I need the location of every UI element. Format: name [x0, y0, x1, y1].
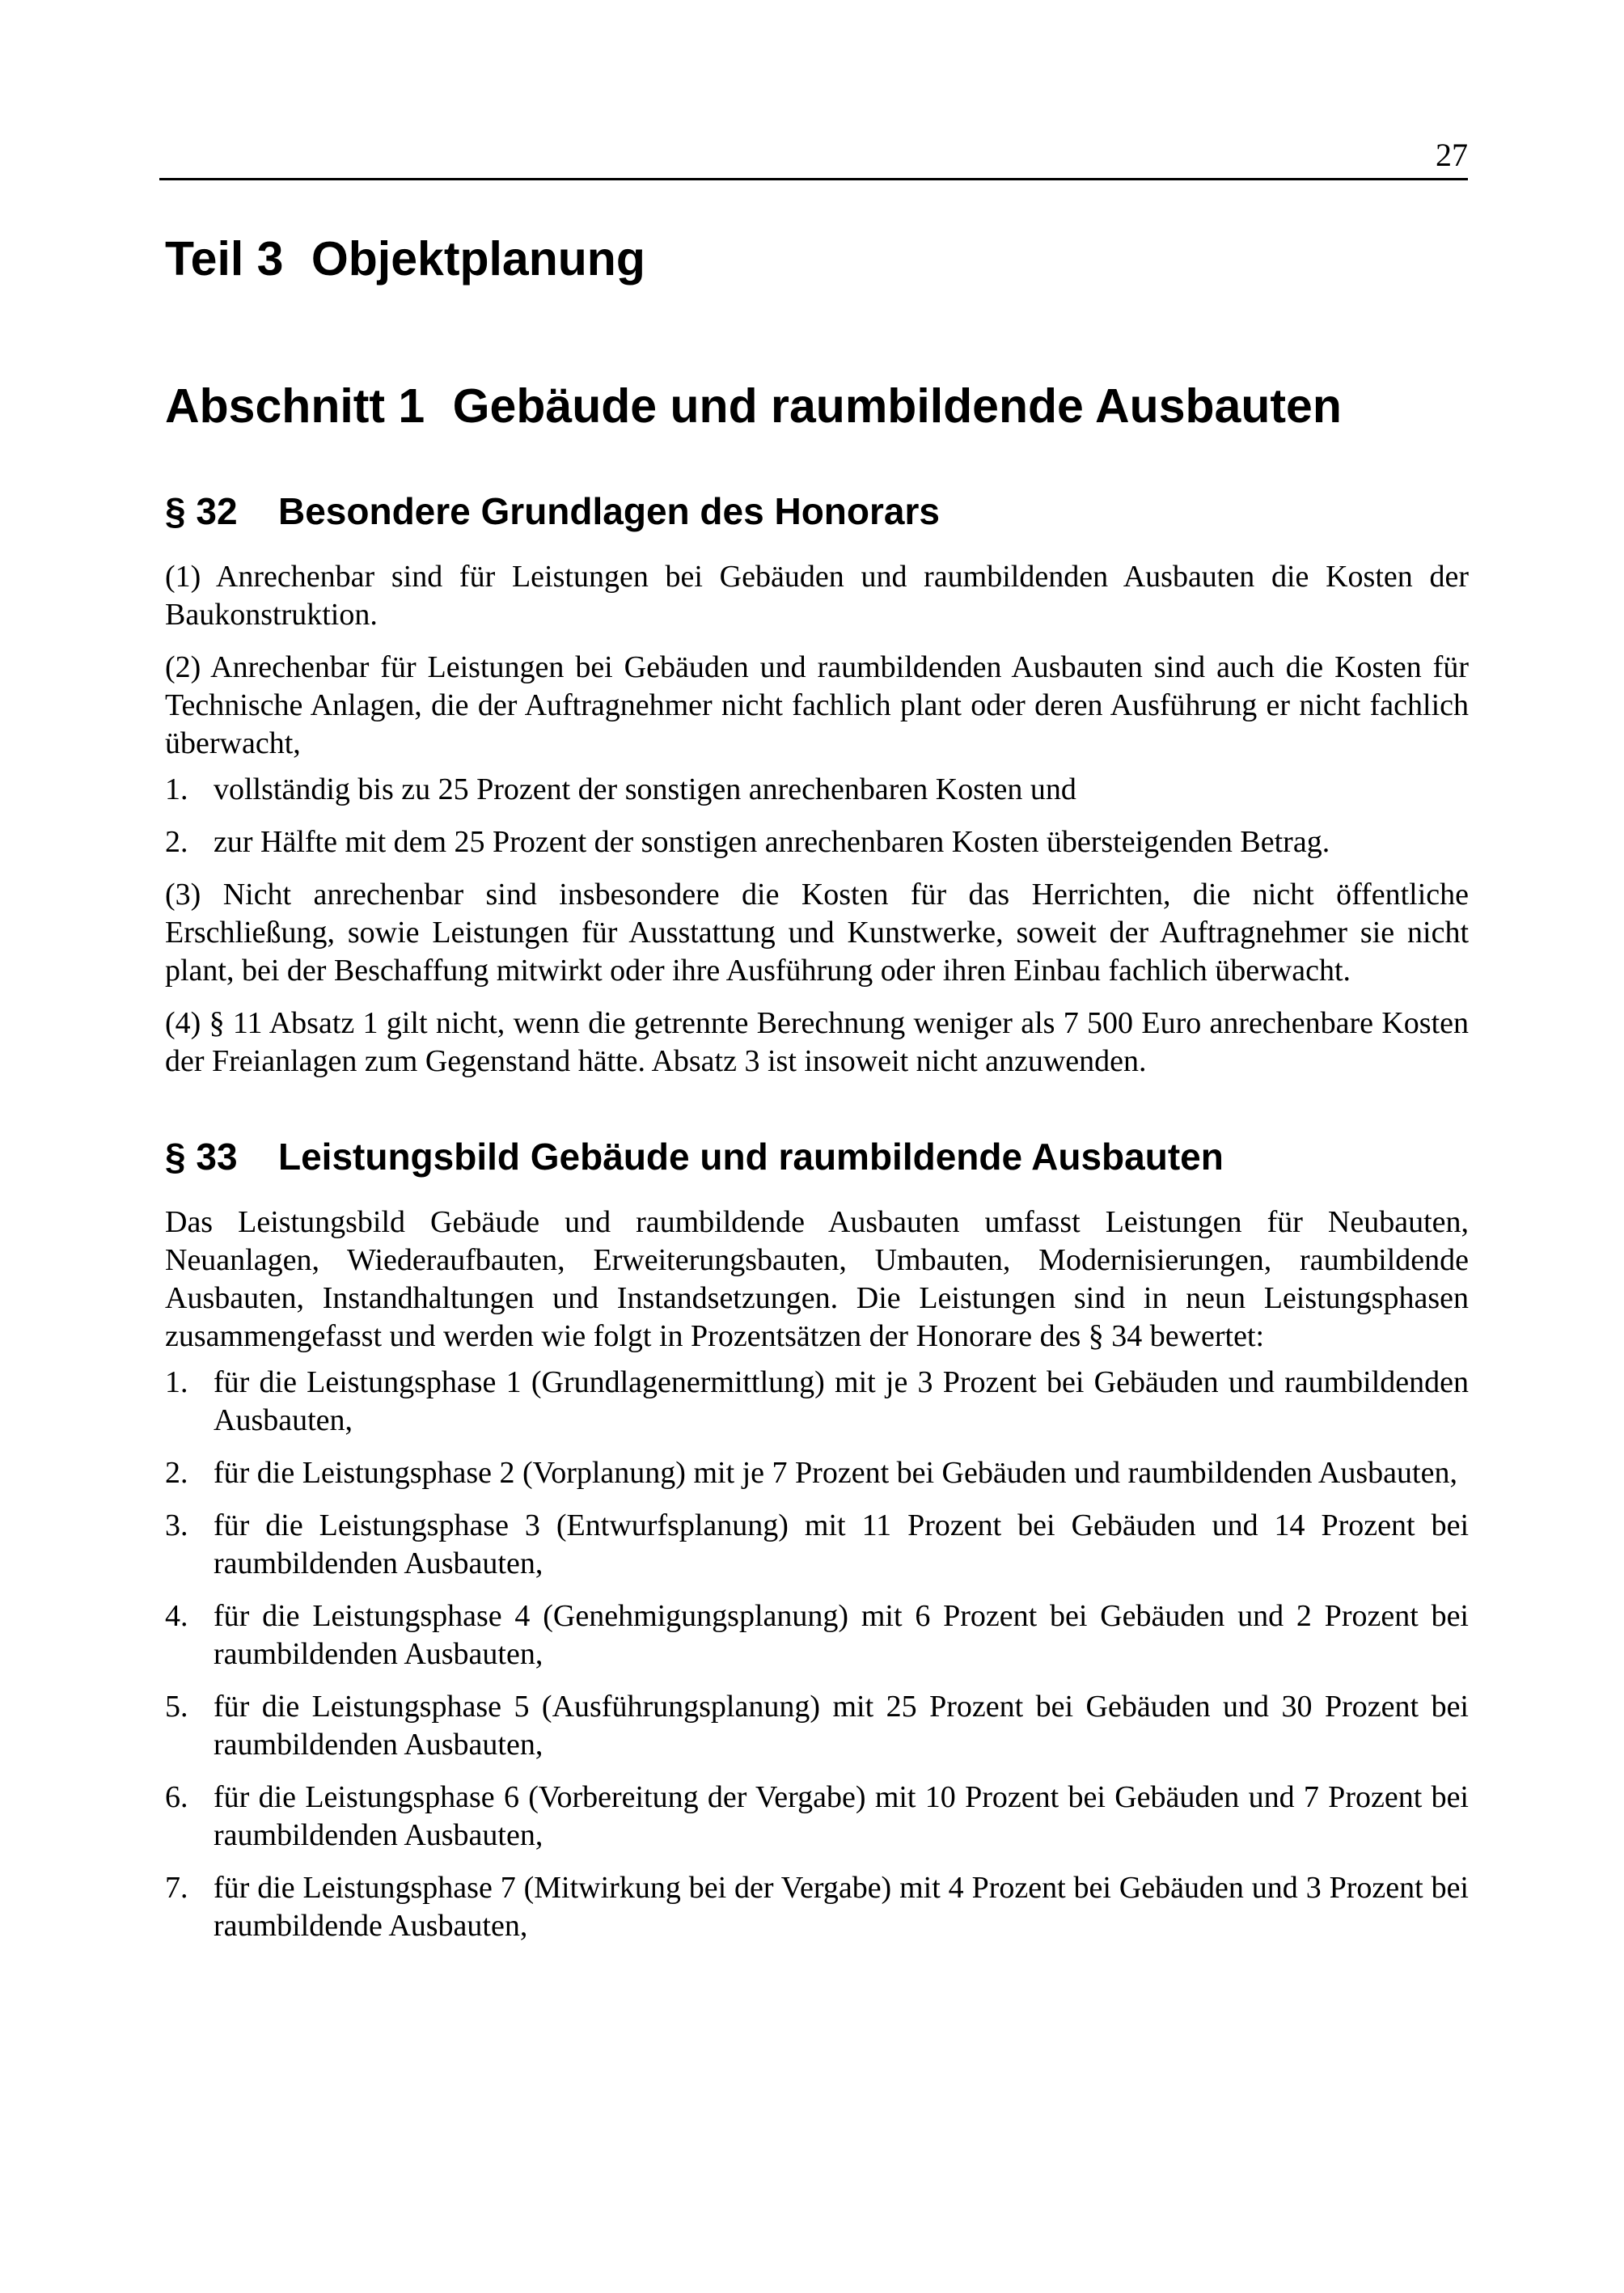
list-item-text: für die Leistungsphase 7 (Mitwirkung bei der Vergabe) mit 4 Prozent bei Gebäuden und 3 Prozent bei raumbildende Ausbauten,	[214, 1871, 1469, 1943]
chapter-heading	[165, 377, 1469, 435]
chapter-number: Abschnitt 1	[165, 379, 425, 433]
section-32-list	[165, 771, 1469, 861]
list-item	[165, 823, 1469, 861]
list-item	[165, 1597, 1469, 1673]
section-32-title: Besondere Grundlagen des Honorars	[278, 490, 940, 532]
page-content	[165, 230, 1469, 1960]
list-item	[165, 1779, 1469, 1855]
list-marker: 3.	[165, 1508, 188, 1542]
page-number: 27	[1436, 137, 1468, 173]
list-marker: 4.	[165, 1599, 188, 1633]
list-item	[165, 771, 1469, 809]
part-title: Objektplanung	[311, 232, 645, 286]
list-marker: 5.	[165, 1690, 188, 1724]
list-item	[165, 1507, 1469, 1583]
section-33-intro: Das Leistungsbild Gebäude und raumbildende Ausbauten umfasst Leistungen für Neubauten, Neuanlagen, Wiederaufbauten, Erweiterungsbauten, Umbauten, Modernisierungen, raumbildende Ausbauten, Instandhaltungen und Instandsetzungen. Die Leistungen sind in neun Leistungsphasen zusammengefasst und werden wie folgt in Prozentsätzen der Honorare des § 34 bewertet:	[165, 1205, 1469, 1353]
list-item	[165, 1688, 1469, 1764]
list-item-text: zur Hälfte mit dem 25 Prozent der sonstigen anrechenbaren Kosten übersteigenden Betrag.	[214, 825, 1330, 859]
list-item-text: vollständig bis zu 25 Prozent der sonstigen anrechenbaren Kosten und	[214, 772, 1076, 806]
list-item	[165, 1364, 1469, 1440]
list-marker: 1.	[165, 772, 188, 806]
part-heading	[165, 230, 1469, 288]
list-item-text: für die Leistungsphase 6 (Vorbereitung der Vergabe) mit 10 Prozent bei Gebäuden und 7 Prozent bei raumbildenden Ausbauten,	[214, 1780, 1469, 1852]
list-item-text: für die Leistungsphase 3 (Entwurfsplanung) mit 11 Prozent bei Gebäuden und 14 Prozent bei raumbildenden Ausbauten,	[214, 1508, 1469, 1580]
section-32-number: § 32	[165, 490, 238, 532]
list-marker: 1.	[165, 1365, 188, 1399]
section-33-title: Leistungsbild Gebäude und raumbildende Ausbauten	[278, 1136, 1224, 1178]
section-33-heading	[165, 1134, 1469, 1179]
section-32-paragraph-2: (2) Anrechenbar für Leistungen bei Gebäuden und raumbildenden Ausbauten sind auch die Kosten für Technische Anlagen, die der Auftragnehmer nicht fachlich plant oder deren Ausführung er nicht fachlich überwacht,	[165, 650, 1469, 760]
section-33-number: § 33	[165, 1136, 238, 1178]
list-marker: 2.	[165, 1456, 188, 1490]
chapter-title: Gebäude und raumbildende Ausbauten	[452, 379, 1342, 433]
list-item-text: für die Leistungsphase 1 (Grundlagenermittlung) mit je 3 Prozent bei Gebäuden und raumbildenden Ausbauten,	[214, 1365, 1469, 1437]
list-item	[165, 1454, 1469, 1492]
list-item-text: für die Leistungsphase 4 (Genehmigungsplanung) mit 6 Prozent bei Gebäuden und 2 Prozent bei raumbildenden Ausbauten,	[214, 1599, 1469, 1671]
list-item-text: für die Leistungsphase 2 (Vorplanung) mit je 7 Prozent bei Gebäuden und raumbildenden Ausbauten,	[214, 1456, 1457, 1490]
section-32-paragraph-1: (1) Anrechenbar sind für Leistungen bei Gebäuden und raumbildenden Ausbauten die Kosten der Baukonstruktion.	[165, 560, 1469, 632]
list-marker: 7.	[165, 1871, 188, 1905]
list-item-text: für die Leistungsphase 5 (Ausführungsplanung) mit 25 Prozent bei Gebäuden und 30 Prozent bei raumbildenden Ausbauten,	[214, 1690, 1469, 1762]
section-33-list	[165, 1364, 1469, 1945]
header-rule	[159, 178, 1468, 180]
list-marker: 2.	[165, 825, 188, 859]
section-32-heading	[165, 489, 1469, 534]
section-32-paragraph-3: (3) Nicht anrechenbar sind insbesondere die Kosten für das Herrichten, die nicht öffentliche Erschließung, sowie Leistungen für Ausstattung und Kunstwerke, soweit der Auftragnehmer sie nicht plant, bei der Beschaffung mitwirkt oder ihre Ausführung oder ihren Einbau fachlich überwacht.	[165, 878, 1469, 988]
section-32-paragraph-4: (4) § 11 Absatz 1 gilt nicht, wenn die getrennte Berechnung weniger als 7 500 Euro anrechenbare Kosten der Freianlagen zum Gegenstand hätte. Absatz 3 ist insoweit nicht anzuwenden.	[165, 1006, 1469, 1078]
list-item	[165, 1869, 1469, 1945]
list-marker: 6.	[165, 1780, 188, 1814]
part-number: Teil 3	[165, 232, 284, 286]
